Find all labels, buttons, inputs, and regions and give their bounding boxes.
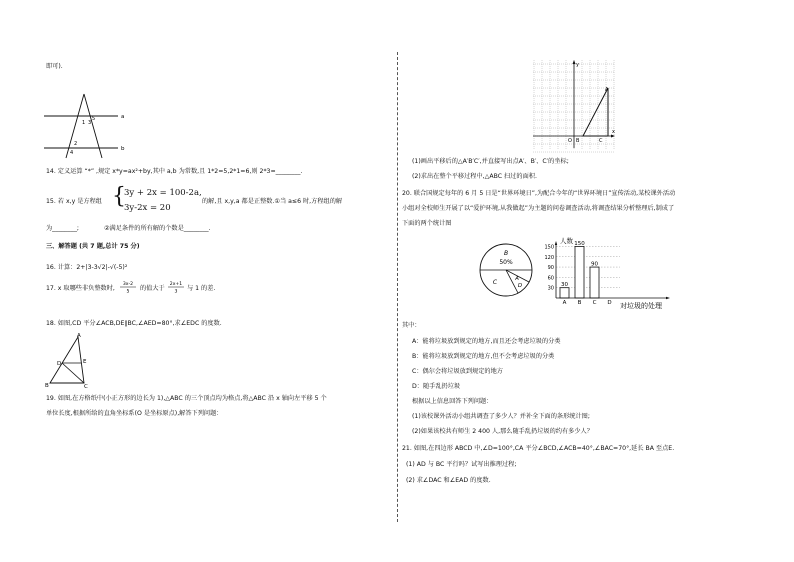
question-18: 18. 如图,CD 平分∠ACB,DE∥BC,∠AED=80°,求∠EDC 的度数. bbox=[46, 320, 222, 327]
fraction-1 bbox=[118, 280, 138, 296]
bar-ytick-label: 90 bbox=[547, 265, 554, 272]
coordinate-grid-figure bbox=[533, 60, 617, 154]
question-19-sub-1: (1)画出平移后的△A′B′C′,并直接写出点A′、B′、C′的坐标; bbox=[412, 158, 569, 165]
option-c: C：偶尔会将垃圾放到规定的地方 bbox=[412, 368, 503, 375]
svg-text:3: 3 bbox=[174, 289, 178, 295]
question-19-line-1: 19. 如图,在方格纸中(小正方形的边长为 1),△ABC 的三个顶点均为格点,将△ABC 沿 x 轴向左平移 5 个 bbox=[46, 395, 327, 402]
pie-label-a: A bbox=[515, 276, 519, 282]
pie-label-c: C bbox=[492, 279, 498, 286]
question-15-tail: 的解,且 x,y,a 都是正整数.①当 a≤6 时,方程组的解 bbox=[202, 198, 343, 205]
angle-label: 5 bbox=[92, 116, 96, 122]
bar-category-label: A bbox=[562, 300, 567, 306]
system-brace: { bbox=[112, 184, 126, 209]
bar-ytick-label: 120 bbox=[544, 254, 554, 261]
pie-chart bbox=[478, 234, 538, 300]
column-divider bbox=[397, 52, 398, 522]
bar-c bbox=[590, 267, 599, 298]
vertex-label: C bbox=[84, 384, 88, 390]
question-15-blank-1: 为________; bbox=[46, 225, 80, 232]
bar-ytick-label: 30 bbox=[547, 285, 554, 292]
continued-line: 即可). bbox=[46, 63, 63, 70]
question-21-sub-2: (2) 求∠DAC 和∠EAD 的度数. bbox=[406, 477, 491, 484]
angle-label: 1 bbox=[82, 120, 86, 126]
angle-label: 4 bbox=[70, 150, 74, 156]
question-16: 16. 计算：2+|3-3√2|-√(-5)² bbox=[46, 264, 128, 271]
pie-label-b: B bbox=[503, 250, 509, 257]
question-15-lead: 15. 若 x,y 是方程组 bbox=[46, 198, 102, 205]
vertex-label: B bbox=[45, 383, 49, 389]
pie-label-d: D bbox=[517, 283, 523, 289]
point-b-label: B bbox=[576, 138, 580, 144]
question-20-line-1: 20. 联合国规定每年的 6 月 5 日是“世界环境日”,为配合今年的“世界环境日”宣传活动,某校课外活动 bbox=[402, 190, 676, 197]
question-19-line-2: 单位长度,根据所给的直角坐标系(O 是坐标原点),解答下列问题： bbox=[46, 410, 223, 417]
bar-a bbox=[560, 288, 569, 298]
question-21: 21. 如图,在四边形 ABCD 中,∠D=100°,CA 平分∠BCD,∠ACB=40°,∠BAC=70°,延长 BA 至点E. bbox=[402, 445, 675, 452]
question-14: 14. 定义运算 “*” ,规定 x*y=ax²+by,其中 a,b 为常数,且 1*2=5,2*1=6,则 2*3=________. bbox=[46, 168, 303, 175]
vertex-label: E bbox=[83, 359, 87, 365]
line-a-label: a bbox=[121, 114, 125, 120]
question-20-sub-1: (1)该校课外活动小组共调查了多少人？并补全下面的条形统计图; bbox=[412, 413, 590, 420]
bar-ytick-label: 150 bbox=[544, 244, 554, 251]
bar-category-label: D bbox=[607, 300, 612, 306]
question-20-line-2: 小组对全校师生开展了以“爱护环境,从我做起”为主题的问卷调查活动,将调查结果分析整理后,制成了 bbox=[402, 205, 675, 212]
question-21-sub-1: (1) AD 与 BC 平行吗？试写出推理过程; bbox=[406, 461, 517, 468]
svg-text:5: 5 bbox=[126, 289, 130, 295]
x-axis-label: x bbox=[612, 129, 615, 135]
origin-label: O bbox=[568, 138, 572, 144]
question-15-blank-2: ②满足条件的所有解的个数是________. bbox=[104, 225, 211, 232]
option-a: A：能将垃圾放到规定的地方,而且还会考虑垃圾的分类 bbox=[412, 338, 561, 345]
fraction-2 bbox=[166, 280, 186, 296]
bar-data-label: 90 bbox=[591, 261, 598, 268]
point-c-label: C bbox=[599, 138, 603, 144]
option-d: D：随手乱扔垃圾 bbox=[412, 383, 461, 390]
y-axis-label: y bbox=[576, 62, 579, 68]
question-20-line-3: 下面的两个统计图 bbox=[402, 220, 452, 227]
svg-text:2x+1: 2x+1 bbox=[169, 282, 183, 287]
bar-ytick-label: 60 bbox=[547, 275, 554, 282]
question-19-sub-2: (2)求出在整个平移过程中,△ABC 扫过的面积. bbox=[412, 173, 537, 180]
vertex-label: A bbox=[77, 333, 81, 339]
angle-label: 2 bbox=[74, 141, 78, 147]
bar-category-label: C bbox=[592, 300, 597, 306]
angle-label: 3 bbox=[88, 120, 92, 126]
bar-data-label: 30 bbox=[561, 282, 568, 289]
bar-chart-xlabel: 对垃圾的处理 bbox=[620, 302, 662, 310]
question-20-ask: 根据以上信息回答下列问题： bbox=[412, 398, 493, 405]
section-heading: 三、解答题 (共 7 题,总计 75 分) bbox=[46, 243, 140, 250]
question-20-sub-2: (2)如果该校共有师生 2 400 人,那么随手乱扔垃圾的约有多少人？ bbox=[412, 428, 593, 435]
bar-data-label: 150 bbox=[574, 240, 585, 247]
point-a-label: A bbox=[605, 87, 609, 93]
question-17-tail: 与 1 的差. bbox=[187, 285, 216, 292]
vertex-label: D bbox=[57, 361, 62, 367]
line-b-label: b bbox=[121, 146, 125, 152]
pie-percent-label: 50% bbox=[499, 259, 513, 266]
triangle-figure bbox=[44, 332, 104, 392]
svg-text:3x-2: 3x-2 bbox=[122, 282, 134, 287]
bar-category-label: B bbox=[577, 300, 582, 306]
question-17-mid: 的值大于 bbox=[140, 285, 165, 292]
bar-chart bbox=[536, 236, 686, 312]
option-b: B：能将垃圾放到规定的地方,但不会考虑垃圾的分类 bbox=[412, 353, 555, 360]
parallel-lines-figure bbox=[44, 90, 134, 160]
bar-b bbox=[575, 246, 584, 298]
equation-2: 3y-2x = 20 bbox=[124, 203, 171, 213]
bar-chart-ylabel: 人数 bbox=[560, 237, 573, 245]
equation-1: 3y + 2x = 100-2a, bbox=[124, 188, 202, 198]
options-lead: 其中： bbox=[402, 322, 421, 329]
question-17-lead: 17. x 取哪些非负整数时, bbox=[46, 285, 115, 292]
